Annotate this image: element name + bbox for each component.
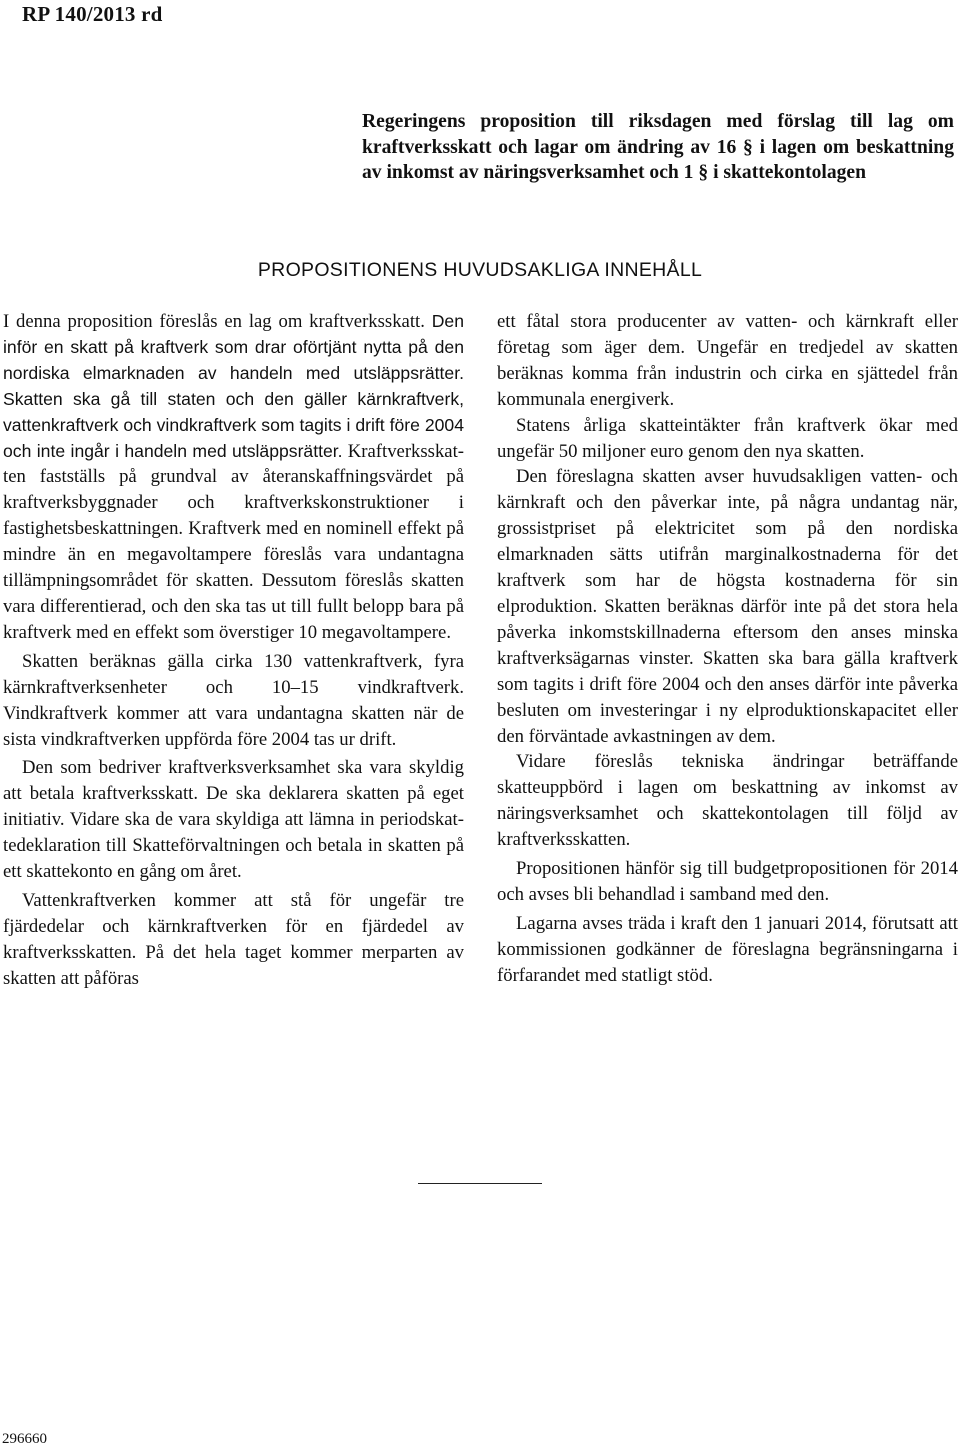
right-paragraph-3: Den föreslagna skatten avser huvudsakligen vatten- och kärnkraft och den påverkar inte, på några undantag när, grossistpriset på elektricitet som på den nordiska elmarknaden sätts utifrån marginalkostnaderna för det kraftverk som har de högsta kostnaderna för sin elproduktion. Skatten beräknas därför inte på det stora hela påverka inkomstskillnaderna eftersom den anses minska kraftverksägarnas vinster. Skatten ska bara gälla kraftverk som tagits i drift före 2004 och den anses därför inte påverka besluten om investeringar i ny elproduktionskapacitet eller den förväntade avkastningen av dem. <box>497 466 958 747</box>
left-paragraph-1-rest: Kraftverksskatten fastställs på grundval av återanskaffningsvärdet på kraftverksbyggnader och kraftverkskonstruktioner i fastighetsbeskattningen. Kraftverk med en nominell effekt på mindre än en megavoltampere föreslås vara undantagna tillämpningsområdet för skatten. Dessutom föreslås skatten vara differentierad, och den ska tas ut till fullt belopp bara på kraftverk med en effekt som överstiger 10 megavoltampere. <box>3 440 465 643</box>
right-column <box>497 309 958 989</box>
end-rule <box>418 1183 542 1184</box>
right-paragraph-2: Statens årliga skatteintäkter från kraftverk ökar med ungefär 50 miljoner euro genom den nya skatten. <box>497 414 958 462</box>
right-paragraph-4: Vidare föreslås tekniska ändringar beträffande skatteuppbörd i lagen om beskattning av inkomst av näringsverksamhet och skattekontolagen till följd av kraftverksskatten. <box>497 751 958 851</box>
left-paragraph-3: Den som bedriver kraftverksverksamhet ska vara skyldig att betala kraftverksskatt. De ska deklarera skatten på eget initiativ. Vidare ska de vara skyldiga att lämna in periodskattedeklaration till Skatteförvaltningen och betala in skatten på ett skattekonto en gång om året. <box>3 757 464 883</box>
proposition-title: Regeringens proposition till riksdagen med förslag till lag om kraftverksskatt och lagar om ändring av 16 § i lagen om beskattning av inkomst av näringsverksamhet och 1 § i skattekontolagen <box>362 111 954 183</box>
page-id: 296660 <box>2 1431 47 1447</box>
section-heading: PROPOSITIONENS HUVUDSAKLIGA INNEHÅLL <box>257 259 703 281</box>
left-paragraph-2: Skatten beräknas gälla cirka 130 vattenkraftverk, fyra kärnkraftverksenheter och 10–15 vindkraftverk. Vindkraftverk kommer att vara undantagna skatten när de sista vindkraftverken uppförda före 2004 tas ur drift. <box>3 650 464 750</box>
document-number: RP 140/2013 rd <box>22 2 163 26</box>
right-paragraph-6: Lagarna avses träda i kraft den 1 januari 2014, förutsatt att kommissionen godkänner de föreslagna begränsningarna i förfarandet med statligt stöd. <box>497 912 958 986</box>
left-paragraph-4: Vattenkraftverken kommer att stå för ungefär tre fjärdedelar och kärnkraftverken för en fjärdedel av kraftverksskatten. På det hela taget kommer merparten av skatten att påföras <box>3 889 464 989</box>
right-paragraph-5: Propositionen hänför sig till budgetpropositionen för 2014 och avses bli behandlad i samband med den. <box>497 858 958 905</box>
left-paragraph-1-intro: I denna proposition föreslås en lag om kraftverksskatt. <box>3 311 425 332</box>
right-paragraph-1: ett fåtal stora producenter av vatten- och kärnkraft eller företag som äger dem. Ungefär en tredjedel av skatten beräknas komma från industrin och cirka en sjättedel från kommunala energiverk. <box>497 311 958 410</box>
left-paragraph-1-sans-text: Den inför en skatt på kraftverk som drar oförtjänt nytta på den nordiska elmarknaden av handeln med utsläppsrätter. Skatten ska gå till staten och den gäller kärnkraftverk, vattenkraftverk och vindkraftverk som tagits i drift före 2004 och inte ingår i handeln med utsläppsrätter. <box>3 311 464 461</box>
left-paragraph-1 <box>3 309 464 646</box>
left-column <box>3 309 464 992</box>
